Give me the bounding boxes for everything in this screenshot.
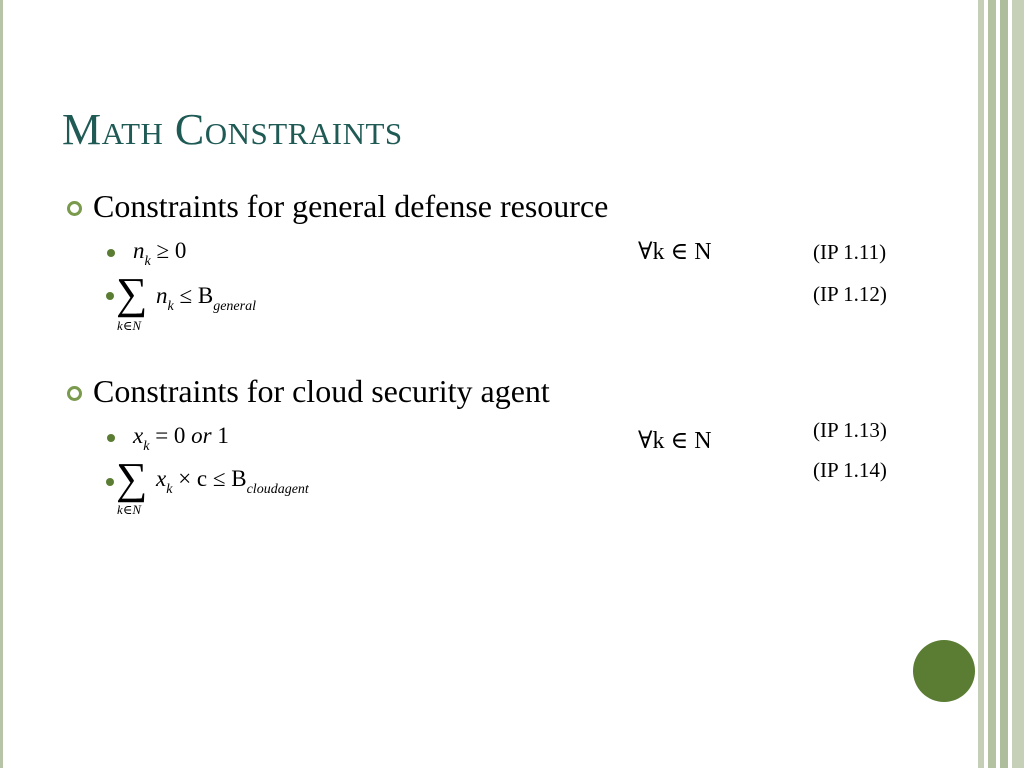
equation-label: (IP 1.11) (813, 240, 887, 264)
eq-var: n (133, 238, 145, 263)
summation-icon: ∑ (116, 269, 148, 318)
eq-relation-tail: 1 (217, 423, 229, 448)
eq-rel-sub: cloudagent (246, 482, 309, 497)
right-stripe (988, 0, 996, 768)
eq-or-word: or (191, 423, 212, 448)
equation-label: (IP 1.12) (813, 282, 887, 306)
section-heading-text: Constraints for general defense resource (93, 188, 609, 224)
eq-rel-sub: general (213, 299, 256, 314)
section-heading-text: Constraints for cloud security agent (93, 373, 550, 409)
eq-mult-relation: × c ≤ B (178, 466, 247, 491)
equation-label: (IP 1.13) (813, 418, 887, 442)
sum-index: k∈N (117, 318, 142, 333)
slide-title: Math Constraints (62, 105, 403, 154)
sum-index: k∈N (117, 502, 142, 517)
eq-var-sub: k (144, 254, 151, 269)
eq-relation: ≥ 0 (156, 238, 187, 263)
bullet-dot-icon (106, 292, 114, 300)
eq-var-sub: k (143, 439, 150, 454)
eq-relation: ≤ B (179, 283, 214, 308)
quantifier: ∀k ∈ N (638, 428, 712, 454)
bullet-dot-icon (107, 434, 115, 442)
eq-var: x (133, 423, 144, 448)
left-border-line (0, 0, 3, 768)
equation-ip-1-14 (156, 466, 309, 497)
equation-ip-1-13 (133, 423, 229, 454)
eq-var-sub: k (166, 482, 173, 497)
summation-icon: ∑ (116, 454, 148, 503)
eq-var: n (156, 283, 168, 308)
eq-var: x (156, 466, 167, 491)
equation-ip-1-11 (133, 238, 187, 269)
equation-label: (IP 1.14) (813, 458, 887, 482)
bullet-dot-icon (106, 478, 114, 486)
right-stripe (1012, 0, 1024, 768)
eq-relation: = 0 (155, 423, 186, 448)
quantifier: ∀k ∈ N (638, 239, 712, 265)
decorative-circle (913, 640, 975, 702)
section-heading-cloud (93, 373, 550, 410)
ring-bullet-icon (67, 201, 82, 216)
section-heading-general (93, 188, 608, 225)
ring-bullet-icon (67, 386, 82, 401)
eq-var-sub: k (167, 299, 174, 314)
right-stripe (1000, 0, 1008, 768)
bullet-dot-icon (107, 249, 115, 257)
equation-ip-1-12 (156, 283, 256, 314)
